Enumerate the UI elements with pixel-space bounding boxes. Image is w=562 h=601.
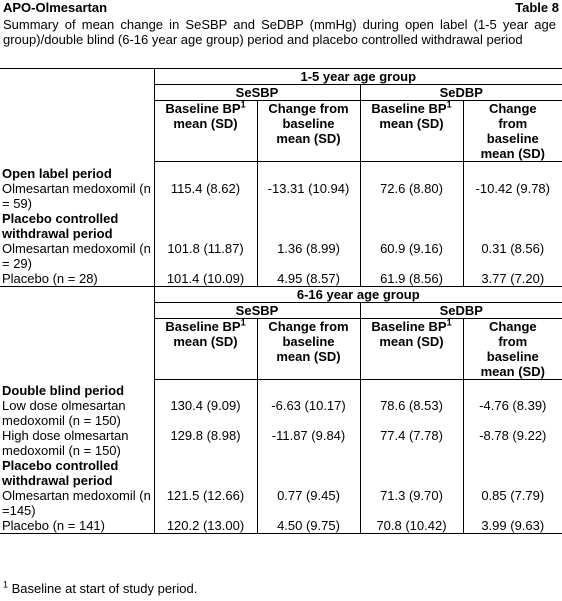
table-row: Olmesartan medoxomil (n = 59) 115.4 (8.62) -13.31 (10.94) 72.6 (8.80) -10.42 (9.78)	[0, 181, 562, 211]
table-row: Olmesartan medoxomil (n =145) 121.5 (12.66) 0.77 (9.45) 71.3 (9.70) 0.85 (7.79)	[0, 488, 562, 518]
baseline-header: Baseline $BP^1$ mean (SD)	[360, 318, 463, 379]
change-header: Change from baseline mean (SD)	[463, 318, 562, 379]
sedbp-header: SeDBP	[360, 85, 562, 101]
baseline-header: Baseline $BP^1$ mean (SD)	[360, 101, 463, 162]
table-row: Olmesartan medoxomil (n = 29) 101.8 (11.87) 1.36 (8.99) 60.9 (9.16) 0.31 (8.56)	[0, 241, 562, 271]
change-header: Change from baseline mean (SD)	[463, 101, 562, 162]
section-label: Placebo controlled withdrawal period	[2, 210, 119, 241]
table-caption: Summary of mean change in SeSBP and SeDBP (mmHg) during open label (1-5 year age group)/double blind (6-16 year age group) period and placebo controlled withdrawal period	[3, 17, 556, 47]
table-row: Placebo (n = 141) 120.2 (13.00) 4.50 (9.75) 70.8 (10.42) 3.99 (9.63)	[0, 518, 562, 534]
change-header: Change from baseline mean (SD)	[257, 318, 360, 379]
section-label: Open label period	[2, 165, 112, 181]
group1-label: 1-5 year age group	[154, 69, 562, 85]
empty-corner	[0, 69, 154, 166]
sedbp-header: SeDBP	[360, 302, 562, 318]
sesbp-header: SeSBP	[154, 85, 360, 101]
baseline-header: Baseline $BP^1$ mean (SD)	[154, 101, 257, 162]
results-table	[0, 68, 562, 534]
table-row: Placebo (n = 28) 101.4 (10.09) 4.95 (8.57) 61.9 (8.56) 3.77 (7.20)	[0, 271, 562, 287]
document-header	[3, 0, 559, 15]
group2-label: 6-16 year age group	[154, 286, 562, 302]
header-left: APO-Olmesartan	[3, 0, 108, 15]
section-label: Double blind period	[2, 383, 125, 398]
section-label: Placebo controlled withdrawal period	[2, 458, 119, 488]
table-row: High dose olmesartan medoxomil (n = 150) 129.8 (8.98) -11.87 (9.84) 77.4 (7.78) -8.78 (9.22)	[0, 428, 562, 458]
footnote: $^1$ Baseline at start of study period.	[3, 579, 198, 596]
sesbp-header: SeSBP	[154, 302, 360, 318]
table-number: Table 8	[515, 0, 559, 15]
empty-corner	[0, 286, 154, 383]
baseline-header: Baseline $BP^1$ mean (SD)	[154, 318, 257, 379]
table-row: Low dose olmesartan medoxomil (n = 150) 130.4 (9.09) -6.63 (10.17) 78.6 (8.53) -4.76 (8.39)	[0, 398, 562, 428]
change-header: Change from baseline mean (SD)	[257, 101, 360, 162]
